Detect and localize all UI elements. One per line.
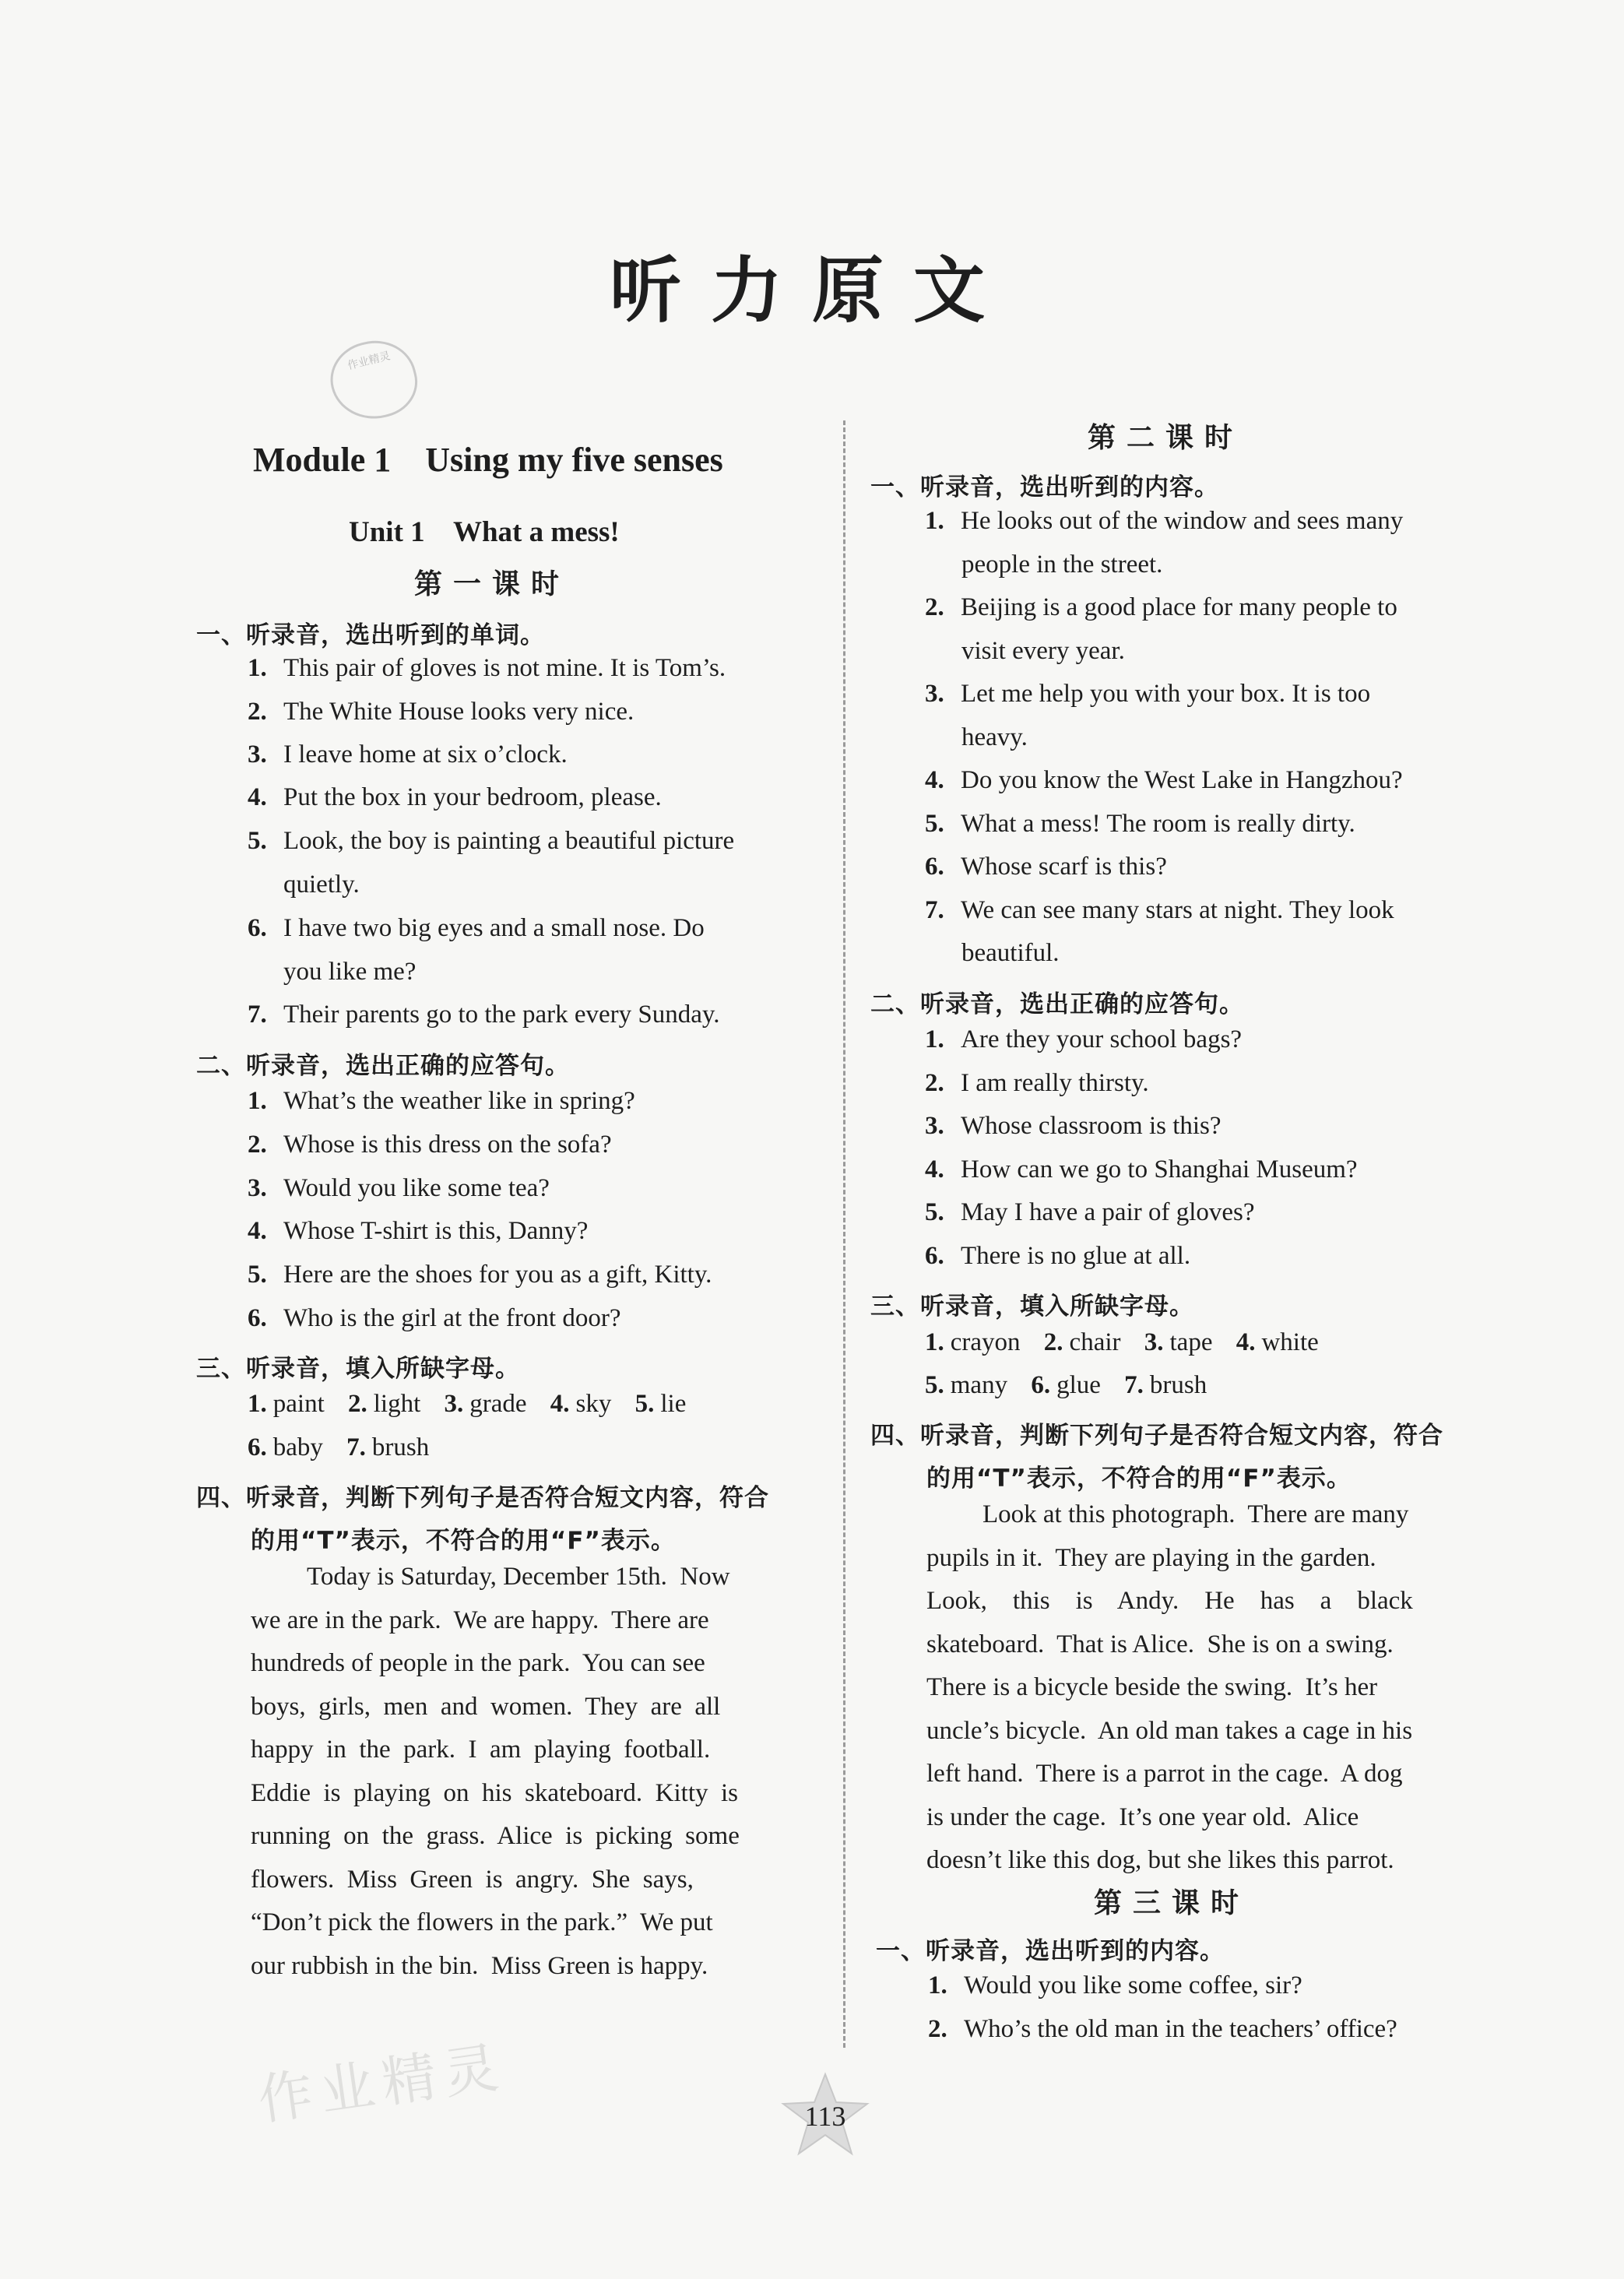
right-s1-item-2-cont: visit every year. xyxy=(961,637,1125,665)
left-s1-item-1: 1. This pair of gloves is not mine. It is Tom’s. xyxy=(248,654,726,682)
right-s1-item-5: 5. What a mess! The room is really dirty. xyxy=(925,810,1355,838)
left-s2-item-2: 2. Whose is this dress on the sofa? xyxy=(248,1131,612,1159)
left-passage-line-6: Eddie is playing on his skateboard. Kitty is xyxy=(251,1779,739,1807)
right-section-4-heading-line-1: 四、听录音，判断下列句子是否符合短文内容，符合 xyxy=(870,1422,1443,1450)
left-passage-line-5: happy in the park. I am playing football. xyxy=(251,1736,711,1764)
left-s1-item-7: 7. Their parents go to the park every Sunday. xyxy=(248,1001,720,1029)
left-passage-line-1: Today is Saturday, December 15th. Now xyxy=(307,1563,730,1591)
right-passage-line-6: uncle’s bicycle. An old man takes a cage in his xyxy=(926,1717,1413,1745)
left-s2-item-1: 1. What’s the weather like in spring? xyxy=(248,1087,635,1115)
left-s1-item-6-cont: you like me? xyxy=(283,958,417,986)
right-s5-item-1: 1. Would you like some coffee, sir? xyxy=(928,1971,1302,1999)
left-s1-item-5: 5. Look, the boy is painting a beautiful picture xyxy=(248,827,735,855)
right-passage-line-1: Look at this photograph. There are many xyxy=(982,1500,1409,1528)
right-s2-item-1: 1. Are they your school bags? xyxy=(925,1025,1243,1053)
left-passage-line-8: flowers. Miss Green is angry. She says, xyxy=(251,1866,694,1894)
left-s2-item-6: 6. Who is the girl at the front door? xyxy=(248,1304,621,1332)
left-s2-item-4: 4. Whose T-shirt is this, Danny? xyxy=(248,1217,589,1245)
module-title: Module 1 Using my five senses xyxy=(253,441,723,479)
page-title: 听力原文 xyxy=(609,248,1014,332)
right-passage-line-4: skateboard. That is Alice. She is on a swing. xyxy=(926,1630,1394,1658)
right-s3-words-row-2: 5. many 6. glue 7. brush xyxy=(925,1371,1207,1399)
right-s1-item-4: 4. Do you know the West Lake in Hangzhou? xyxy=(925,766,1403,794)
left-s1-item-6: 6. I have two big eyes and a small nose. Do xyxy=(248,914,705,942)
right-s2-item-3: 3. Whose classroom is this? xyxy=(925,1112,1222,1140)
left-s1-item-5-cont: quietly. xyxy=(283,870,360,899)
left-section-3-heading: 三、听录音，填入所缺字母。 xyxy=(196,1355,520,1383)
left-s3-words-row-2: 6. baby 7. brush xyxy=(248,1433,430,1461)
right-passage-line-5: There is a bicycle beside the swing. It’s her xyxy=(926,1673,1378,1701)
right-passage-line-9: doesn’t like this dog, but she likes this parrot. xyxy=(926,1846,1394,1874)
left-s1-item-2: 2. The White House looks very nice. xyxy=(248,698,634,726)
right-s1-item-2: 2. Beijing is a good place for many people to xyxy=(925,593,1397,621)
right-s5-item-2: 2. Who’s the old man in the teachers’ office? xyxy=(928,2015,1397,2043)
right-s2-item-5: 5. May I have a pair of gloves? xyxy=(925,1198,1255,1226)
left-s2-item-5: 5. Here are the shoes for you as a gift, Kitty. xyxy=(248,1261,712,1289)
right-section-4-heading-line-2: 的用“T”表示，不符合的用“F”表示。 xyxy=(926,1465,1352,1493)
left-passage-line-2: we are in the park. We are happy. There are xyxy=(251,1606,709,1634)
right-section-2-heading: 二、听录音，选出正确的应答句。 xyxy=(870,990,1244,1018)
right-section-1-heading: 一、听录音，选出听到的内容。 xyxy=(870,473,1219,501)
right-passage-line-2: pupils in it. They are playing in the garden. xyxy=(926,1544,1376,1572)
right-section-5-heading: 一、听录音，选出听到的内容。 xyxy=(876,1937,1225,1965)
left-section-1-heading: 一、听录音，选出听到的单词。 xyxy=(196,621,545,649)
left-section-2-heading: 二、听录音，选出正确的应答句。 xyxy=(196,1052,570,1080)
right-s1-item-1: 1. He looks out of the window and sees many xyxy=(925,507,1404,535)
watermark: 作业精灵 xyxy=(254,2035,510,2133)
lesson-1-heading: 第一课时 xyxy=(414,568,571,600)
left-passage-line-9: “Don’t pick the flowers in the park.” We put xyxy=(251,1908,713,1936)
left-passage-line-10: our rubbish in the bin. Miss Green is happy. xyxy=(251,1952,708,1980)
left-section-4-heading-line-1: 四、听录音，判断下列句子是否符合短文内容，符合 xyxy=(196,1484,769,1512)
left-passage-line-3: hundreds of people in the park. You can see xyxy=(251,1649,705,1677)
right-section-3-heading: 三、听录音，填入所缺字母。 xyxy=(870,1292,1194,1321)
right-passage-line-7: left hand. There is a parrot in the cage. A dog xyxy=(926,1760,1403,1788)
right-passage-line-8: is under the cage. It’s one year old. Alice xyxy=(926,1803,1359,1831)
stamp-text: 作业精灵 xyxy=(346,350,392,373)
column-divider xyxy=(843,420,845,2048)
right-s1-item-7-cont: beautiful. xyxy=(961,939,1060,967)
right-s3-words-row-1: 1. crayon 2. chair 3. tape 4. white xyxy=(925,1328,1319,1356)
left-s1-item-4: 4. Put the box in your bedroom, please. xyxy=(248,783,662,811)
right-s2-item-2: 2. I am really thirsty. xyxy=(925,1069,1149,1097)
stamp-logo xyxy=(323,332,425,428)
right-s1-item-6: 6. Whose scarf is this? xyxy=(925,853,1167,881)
left-s2-item-3: 3. Would you like some tea? xyxy=(248,1174,550,1202)
lesson-2-heading: 第二课时 xyxy=(1088,421,1244,454)
page-number: 113 xyxy=(804,2101,846,2132)
right-s2-item-4: 4. How can we go to Shanghai Museum? xyxy=(925,1155,1358,1183)
right-s1-item-3-cont: heavy. xyxy=(961,723,1028,751)
right-s1-item-7: 7. We can see many stars at night. They look xyxy=(925,896,1394,924)
left-s3-words-row-1: 1. paint 2. light 3. grade 4. sky 5. lie xyxy=(248,1390,687,1418)
right-passage-line-3: Look, this is Andy. He has a black xyxy=(926,1587,1413,1615)
left-passage-line-7: running on the grass. Alice is picking some xyxy=(251,1822,740,1850)
left-s1-item-3: 3. I leave home at six o’clock. xyxy=(248,740,568,768)
lesson-3-heading: 第三课时 xyxy=(1094,1887,1250,1919)
left-section-4-heading-line-2: 的用“T”表示，不符合的用“F”表示。 xyxy=(251,1527,676,1555)
unit-title: Unit 1 What a mess! xyxy=(349,516,620,548)
right-s2-item-6: 6. There is no glue at all. xyxy=(925,1242,1191,1270)
right-s1-item-3: 3. Let me help you with your box. It is too xyxy=(925,680,1371,708)
right-s1-item-1-cont: people in the street. xyxy=(961,550,1163,579)
left-passage-line-4: boys, girls, men and women. They are all xyxy=(251,1693,721,1721)
